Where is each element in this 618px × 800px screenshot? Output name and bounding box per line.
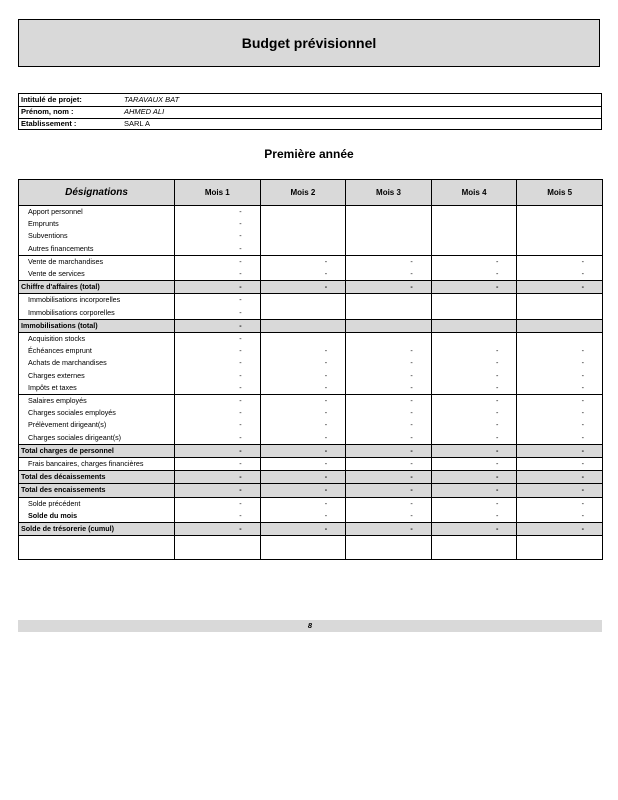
- column-header-month-3: Mois 3: [346, 180, 432, 206]
- month-3-cell: -: [346, 497, 432, 510]
- table-row: [19, 497, 603, 510]
- table-empty-row: [19, 536, 603, 560]
- table-row: [19, 419, 603, 431]
- month-2-cell: [260, 294, 346, 307]
- empty-cell: [175, 536, 261, 560]
- row-designation: Apport personnel: [19, 206, 175, 219]
- month-4-cell: -: [431, 523, 517, 536]
- empty-cell: [431, 536, 517, 560]
- month-5-cell: -: [517, 281, 603, 294]
- month-2-cell: [260, 206, 346, 219]
- month-5-cell: [517, 294, 603, 307]
- month-4-cell: -: [431, 370, 517, 382]
- row-designation: Autres financements: [19, 243, 175, 256]
- row-designation: Charges externes: [19, 370, 175, 382]
- month-5-cell: -: [517, 444, 603, 457]
- row-designation: Total des encaissements: [19, 484, 175, 497]
- month-1-cell: -: [175, 218, 261, 230]
- month-4-cell: -: [431, 484, 517, 497]
- month-2-cell: -: [260, 432, 346, 445]
- page-number: 8: [18, 620, 602, 632]
- row-designation: Emprunts: [19, 218, 175, 230]
- month-1-cell: -: [175, 333, 261, 346]
- month-4-cell: -: [431, 432, 517, 445]
- month-4-cell: [431, 294, 517, 307]
- section-subtitle: Première année: [264, 147, 354, 161]
- month-5-cell: [517, 206, 603, 219]
- month-5-cell: -: [517, 395, 603, 408]
- month-5-cell: -: [517, 419, 603, 431]
- month-3-cell: -: [346, 357, 432, 369]
- project-label: Intitulé de projet:: [21, 95, 82, 104]
- month-2-cell: -: [260, 382, 346, 395]
- row-designation: Chiffre d'affaires (total): [19, 281, 175, 294]
- month-5-cell: [517, 307, 603, 320]
- month-5-cell: [517, 243, 603, 256]
- month-1-cell: -: [175, 432, 261, 445]
- table-total-row: [19, 281, 603, 294]
- month-3-cell: -: [346, 419, 432, 431]
- month-3-cell: [346, 218, 432, 230]
- establishment-value: SARL A: [124, 119, 150, 128]
- table-row: [19, 510, 603, 523]
- table-row: [19, 333, 603, 346]
- row-designation: Achats de marchandises: [19, 357, 175, 369]
- month-1-cell: -: [175, 395, 261, 408]
- month-4-cell: -: [431, 382, 517, 395]
- month-1-cell: -: [175, 471, 261, 484]
- month-1-cell: -: [175, 268, 261, 281]
- month-1-cell: -: [175, 319, 261, 332]
- budget-table: [18, 179, 603, 560]
- name-label: Prénom, nom :: [21, 107, 74, 116]
- month-5-cell: -: [517, 458, 603, 471]
- month-4-cell: -: [431, 407, 517, 419]
- table-row: [19, 357, 603, 369]
- month-5-cell: -: [517, 510, 603, 523]
- month-4-cell: -: [431, 268, 517, 281]
- month-5-cell: -: [517, 497, 603, 510]
- month-3-cell: [346, 206, 432, 219]
- table-row: [19, 458, 603, 471]
- table-row: [19, 230, 603, 242]
- month-4-cell: -: [431, 255, 517, 268]
- month-2-cell: -: [260, 395, 346, 408]
- month-2-cell: [260, 319, 346, 332]
- column-header-designations: Désignations: [19, 180, 175, 206]
- row-designation: Solde de trésorerie (cumul): [19, 523, 175, 536]
- month-2-cell: -: [260, 510, 346, 523]
- month-2-cell: -: [260, 255, 346, 268]
- table-row: [19, 345, 603, 357]
- table-row: [19, 432, 603, 445]
- month-1-cell: -: [175, 357, 261, 369]
- month-3-cell: -: [346, 458, 432, 471]
- month-3-cell: [346, 307, 432, 320]
- empty-cell: [19, 536, 175, 560]
- month-2-cell: -: [260, 357, 346, 369]
- month-3-cell: [346, 243, 432, 256]
- row-designation: Solde du mois: [19, 510, 175, 523]
- month-4-cell: -: [431, 345, 517, 357]
- month-3-cell: [346, 294, 432, 307]
- row-designation: Échéances emprunt: [19, 345, 175, 357]
- month-4-cell: -: [431, 510, 517, 523]
- month-4-cell: [431, 319, 517, 332]
- column-header-month-5: Mois 5: [517, 180, 603, 206]
- month-5-cell: -: [517, 255, 603, 268]
- month-1-cell: -: [175, 230, 261, 242]
- month-2-cell: [260, 218, 346, 230]
- month-1-cell: -: [175, 345, 261, 357]
- row-designation: Total charges de personnel: [19, 444, 175, 457]
- month-4-cell: [431, 333, 517, 346]
- month-5-cell: [517, 319, 603, 332]
- month-5-cell: [517, 218, 603, 230]
- month-2-cell: -: [260, 268, 346, 281]
- establishment-label: Etablissement :: [21, 119, 77, 128]
- month-4-cell: [431, 243, 517, 256]
- month-3-cell: -: [346, 523, 432, 536]
- month-3-cell: -: [346, 255, 432, 268]
- row-designation: Charges sociales dirigeant(s): [19, 432, 175, 445]
- table-row: [19, 382, 603, 395]
- column-header-month-4: Mois 4: [431, 180, 517, 206]
- month-4-cell: -: [431, 444, 517, 457]
- month-5-cell: -: [517, 471, 603, 484]
- month-1-cell: -: [175, 370, 261, 382]
- month-1-cell: -: [175, 206, 261, 219]
- project-info-box: [18, 93, 602, 130]
- month-2-cell: -: [260, 523, 346, 536]
- month-5-cell: [517, 333, 603, 346]
- month-5-cell: -: [517, 523, 603, 536]
- row-designation: Impôts et taxes: [19, 382, 175, 395]
- month-4-cell: -: [431, 497, 517, 510]
- project-value: TARAVAUX BAT: [124, 95, 180, 104]
- month-3-cell: -: [346, 484, 432, 497]
- row-designation: Immobilisations (total): [19, 319, 175, 332]
- month-1-cell: -: [175, 307, 261, 320]
- month-1-cell: -: [175, 497, 261, 510]
- month-1-cell: -: [175, 510, 261, 523]
- month-2-cell: -: [260, 484, 346, 497]
- month-4-cell: -: [431, 471, 517, 484]
- month-4-cell: -: [431, 458, 517, 471]
- month-1-cell: -: [175, 243, 261, 256]
- month-2-cell: -: [260, 370, 346, 382]
- table-header-row: [19, 180, 603, 206]
- month-2-cell: -: [260, 419, 346, 431]
- month-5-cell: -: [517, 407, 603, 419]
- month-5-cell: -: [517, 370, 603, 382]
- month-3-cell: -: [346, 444, 432, 457]
- row-designation: Vente de services: [19, 268, 175, 281]
- month-3-cell: -: [346, 281, 432, 294]
- empty-cell: [346, 536, 432, 560]
- month-2-cell: [260, 243, 346, 256]
- month-1-cell: -: [175, 281, 261, 294]
- month-3-cell: [346, 333, 432, 346]
- month-2-cell: -: [260, 458, 346, 471]
- month-1-cell: -: [175, 294, 261, 307]
- row-designation: Total des décaissements: [19, 471, 175, 484]
- table-row: [19, 268, 603, 281]
- row-designation: Immobilisations corporelles: [19, 307, 175, 320]
- table-row: [19, 307, 603, 320]
- row-designation: Frais bancaires, charges financières: [19, 458, 175, 471]
- table-total-row: [19, 444, 603, 457]
- table-row: [19, 218, 603, 230]
- month-1-cell: -: [175, 444, 261, 457]
- month-2-cell: [260, 333, 346, 346]
- month-4-cell: -: [431, 357, 517, 369]
- month-4-cell: [431, 230, 517, 242]
- row-designation: Charges sociales employés: [19, 407, 175, 419]
- month-4-cell: -: [431, 281, 517, 294]
- table-row: [19, 243, 603, 256]
- month-2-cell: [260, 307, 346, 320]
- table-row: [19, 294, 603, 307]
- table-total-row: [19, 471, 603, 484]
- month-5-cell: -: [517, 268, 603, 281]
- month-1-cell: -: [175, 407, 261, 419]
- month-4-cell: [431, 218, 517, 230]
- month-1-cell: -: [175, 523, 261, 536]
- empty-cell: [517, 536, 603, 560]
- month-2-cell: -: [260, 345, 346, 357]
- month-3-cell: -: [346, 370, 432, 382]
- month-3-cell: -: [346, 471, 432, 484]
- month-2-cell: -: [260, 471, 346, 484]
- row-designation: Subventions: [19, 230, 175, 242]
- establishment-info-row: [19, 118, 601, 130]
- month-2-cell: -: [260, 444, 346, 457]
- column-header-month-1: Mois 1: [175, 180, 261, 206]
- month-2-cell: -: [260, 497, 346, 510]
- empty-cell: [260, 536, 346, 560]
- month-4-cell: -: [431, 395, 517, 408]
- month-1-cell: -: [175, 255, 261, 268]
- table-total-row: [19, 523, 603, 536]
- month-3-cell: -: [346, 395, 432, 408]
- month-4-cell: [431, 206, 517, 219]
- table-row: [19, 255, 603, 268]
- month-5-cell: -: [517, 382, 603, 395]
- row-designation: Solde précédent: [19, 497, 175, 510]
- row-designation: Immobilisations incorporelles: [19, 294, 175, 307]
- month-3-cell: -: [346, 382, 432, 395]
- month-3-cell: [346, 230, 432, 242]
- month-5-cell: -: [517, 345, 603, 357]
- table-row: [19, 407, 603, 419]
- month-2-cell: [260, 230, 346, 242]
- month-3-cell: -: [346, 407, 432, 419]
- table-row: [19, 206, 603, 219]
- table-row: [19, 370, 603, 382]
- name-value: AHMED ALI: [124, 107, 165, 116]
- month-1-cell: -: [175, 484, 261, 497]
- month-3-cell: -: [346, 432, 432, 445]
- row-designation: Acquisition stocks: [19, 333, 175, 346]
- month-3-cell: -: [346, 345, 432, 357]
- table-total-row: [19, 319, 603, 332]
- page-title: Budget prévisionnel: [18, 19, 600, 67]
- month-5-cell: -: [517, 357, 603, 369]
- table-row: [19, 395, 603, 408]
- month-5-cell: [517, 230, 603, 242]
- row-designation: Salaires employés: [19, 395, 175, 408]
- month-2-cell: -: [260, 281, 346, 294]
- month-3-cell: -: [346, 510, 432, 523]
- month-5-cell: -: [517, 432, 603, 445]
- month-2-cell: -: [260, 407, 346, 419]
- month-1-cell: -: [175, 458, 261, 471]
- month-1-cell: -: [175, 419, 261, 431]
- column-header-month-2: Mois 2: [260, 180, 346, 206]
- month-3-cell: [346, 319, 432, 332]
- month-4-cell: [431, 307, 517, 320]
- row-designation: Prélèvement dirigeant(s): [19, 419, 175, 431]
- month-5-cell: -: [517, 484, 603, 497]
- row-designation: Vente de marchandises: [19, 255, 175, 268]
- month-3-cell: -: [346, 268, 432, 281]
- table-total-row: [19, 484, 603, 497]
- month-4-cell: -: [431, 419, 517, 431]
- month-1-cell: -: [175, 382, 261, 395]
